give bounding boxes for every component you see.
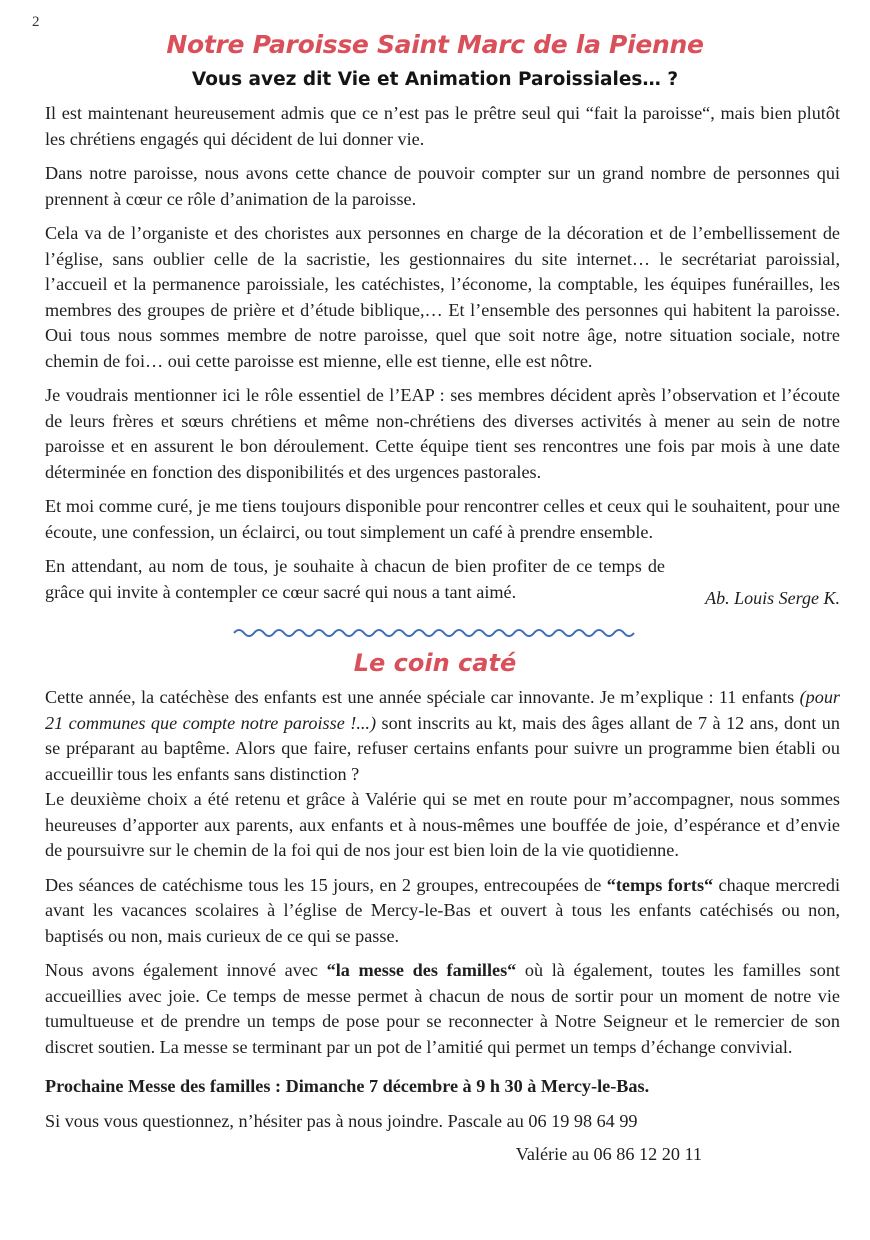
wave-divider	[232, 624, 642, 642]
page-title: Notre Paroisse Saint Marc de la Pienne	[166, 30, 704, 59]
section-title-cate: Le coin caté	[353, 649, 517, 677]
paragraph: Et moi comme curé, je me tiens toujours disponible pour rencontrer celles et ceux qui le souhaitent, pour une écoute, une confession, un éclairci, ou tout simplement un café à prendre ensemble.	[45, 496, 840, 542]
contact-valerie: Valérie au 06 86 12 20 11	[515, 1144, 702, 1164]
section-cate-text	[45, 685, 840, 1168]
highlight-temps-forts: “temps forts“	[606, 874, 714, 895]
paragraph: Nous avons également innové avec “la messe des familles“ où là également, toutes les familles sont accueillies avec joie. Ce temps de messe permet à chacun de nous de sortir pour un moment de notre vie tumultueuse et de prendre un temps de pose pour se reconnecter à Notre Seigneur et le remercier de son discret soutien. La messe se terminant par un pot de l’amitié qui permet un temps d’échange convivial.	[45, 960, 840, 1057]
paragraph: Cette année, la catéchèse des enfants est une année spéciale car innovante. Je m’explique : 11 enfants (pour 21 communes que compte notre paroisse !...) sont inscrits au kt, mais des âges allant de 7 à 12 ans, dont un se préparant au baptême. Alors que faire, refuser certains enfants pour suivre un programme bien établi ou accueillir tous les enfants sans distinction ?	[45, 687, 840, 784]
paragraph: Le deuxième choix a été retenu et grâce à Valérie qui se met en route pour m’accompagner, nous sommes heureuses d’apporter aux parents, aux enfants et à nous-mêmes une bouffée de joie, d’espérance et d’envie de poursuivre sur le chemin de la foi qui de nos jour est bien loin de la vie quotidienne.	[45, 789, 840, 860]
next-mass-announcement: Prochaine Messe des familles : Dimanche 7 décembre à 9 h 30 à Mercy-le-Bas.	[45, 1076, 650, 1096]
contact-pascale: Si vous vous questionnez, n’hésiter pas à nous joindre. Pascale au 06 19 98 64 99	[45, 1110, 638, 1131]
paragraph: Des séances de catéchisme tous les 15 jours, en 2 groupes, entrecoupées de “temps forts“ chaque mercredi avant les vacances scolaires à l’église de Mercy-le-Bas et ouvert à tous les enfants catéchisés ou non, baptisés ou non, mais curieux de ce qui se passe.	[45, 874, 840, 946]
paragraph: Cela va de l’organiste et des choristes aux personnes en charge de la décoration et de l’embellissement de l’église, sans oublier celle de la sacristie, les gestionnaires du site internet… le secrétariat paroissial, l’accueil et la permanence paroissiale, les catéchistes, l’économe, la comptable, les équipes funérailles, les membres des groupes de prière et d’étude biblique,… Et l’ensemble des personnes qui habitent la paroisse. Oui tous nous sommes membre de notre paroisse, quel que soit notre âge, notre situation sociale, notre chemin de foi… oui cette paroisse est mienne, elle est tienne, elle est nôtre.	[45, 223, 840, 371]
signature: Ab. Louis Serge K.	[705, 587, 840, 608]
paragraph: Je voudrais mentionner ici le rôle essentiel de l’EAP : ses membres décident après l’observation et l’écoute de leurs frères et sœurs chrétiens et même non-chrétiens des diverses activités à mener au sein de notre paroisse et en assurent le bon déroulement. Cette équipe tient ses rencontres une fois par mois à une date déterminée en fonction des disponibilités et des urgences pastorales.	[45, 385, 840, 482]
page-number: 2	[32, 14, 40, 30]
paragraph: En attendant, au nom de tous, je souhaite à chacun de bien profiter de ce temps de grâce qui invite à contempler ce cœur sacré qui nous a tant aimé.	[45, 556, 665, 602]
italic-note: (pour 21 communes que compte notre paroisse !...)	[45, 687, 840, 733]
section-parish-text	[45, 101, 840, 608]
highlight-messe-familles: “la messe des familles“	[326, 960, 517, 980]
page-subtitle: Vous avez dit Vie et Animation Paroissiales… ?	[191, 69, 679, 90]
paragraph: Dans notre paroisse, nous avons cette chance de pouvoir compter sur un grand nombre de personnes qui prennent à cœur ce rôle d’animation de la paroisse.	[45, 163, 840, 209]
paragraph: Il est maintenant heureusement admis que ce n’est pas le prêtre seul qui “fait la paroisse“, mais bien plutôt les chrétiens engagés qui décident de lui donner vie.	[45, 103, 840, 149]
closing-line	[45, 554, 840, 608]
